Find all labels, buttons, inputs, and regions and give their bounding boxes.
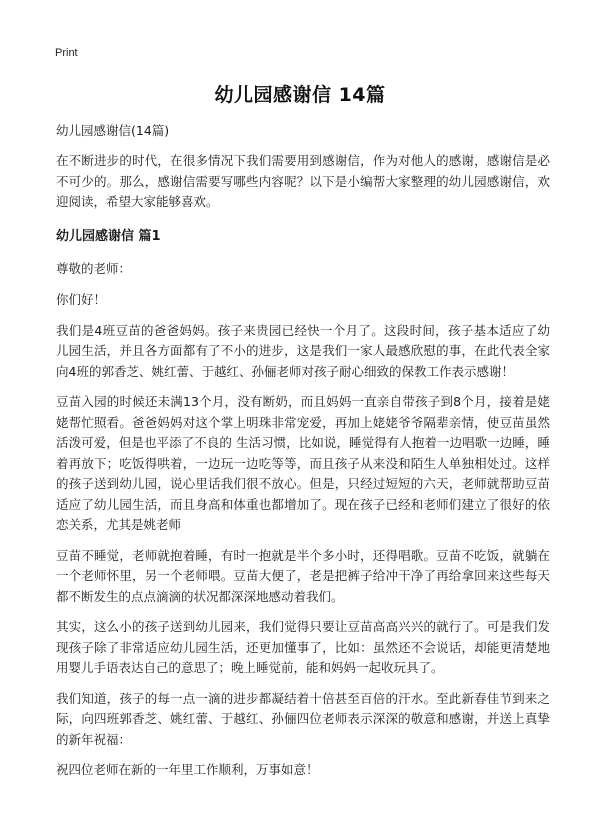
body-paragraph-5: 我们知道，孩子的每一点一滴的进步都凝结着十倍甚至百倍的汗水。至此新春佳节到来之际，向四班郭香芝、姚红蕾、于越红、孙俪四位老师表示深深的敬意和感谢，并送上真挚的新年祝福： [56, 690, 550, 747]
document-title: 幼儿园感谢信 14篇 [214, 84, 386, 106]
closing-wish: 祝四位老师在新的一年里工作顺利，万事如意！ [56, 762, 319, 777]
intro-paragraph: 在不断进步的时代，在很多情况下我们需要用到感谢信，作为对他人的感谢，感谢信是必不可少的。那么，感谢信需要写哪些内容呢？以下是小编帮大家整理的幼儿园感谢信，欢迎阅读，希望大家能够喜欢。 [56, 153, 550, 209]
section-heading: 幼儿园感谢信 篇1 [56, 228, 161, 244]
body-paragraph-1: 我们是4班豆苗的爸爸妈妈。孩子来贵园已经快一个月了。这段时间，孩子基本适应了幼儿园生活，并且各方面都有了不小的进步，这是我们一家人最感欣慰的事，在此代表全家向4班的郭香芝、姚红蕾、于越红、孙俪老师对孩子耐心细致的保教工作表示感谢！ [56, 322, 550, 379]
document-body [56, 121, 550, 791]
body-paragraph-2: 豆苗入园的时候还未满13个月，没有断奶，而且妈妈一直亲自带孩子到8个月，接着是姥姥帮忙照看。爸爸妈妈对这个掌上明珠非常宠爱，再加上姥姥爷爷隔辈亲情，使豆苗虽然活泼可爱，但是也平添了不良的 生活习惯，比如说，睡觉得有人抱着一边唱歌一边睡，睡着再放下；吃饭得哄着，一边玩一边吃等等，而且孩子从来没和陌生人单独相处过。这样的孩子送到幼儿园，说心里话我们很不放心。但是，只经过短短的六天，老师就帮助豆苗适应了幼儿园生活，而且身高和体重也都增加了。现在孩子已经和老师们建立了很好的依恋关系，尤其是姚老师 [56, 394, 550, 532]
salutation: 尊敬的老师： [56, 260, 132, 276]
body-paragraph-3: 豆苗不睡觉，老师就抱着睡，有时一抱就是半个多小时，还得唱歌。豆苗不吃饭，就躺在一个老师怀里，另一个老师喂。豆苗大便了，老是把裤子给冲干净了再给拿回来这些每天都不断发生的点点滴滴的状况都深深地感动着我们。 [56, 547, 550, 604]
body-paragraph-4: 其实，这么小的孩子送到幼儿园来，我们觉得只要让豆苗高高兴兴的就行了。可是我们发现孩子除了非常适应幼儿园生活，还更加懂事了，比如：虽然还不会说话，却能更清楚地用婴儿手语表达自己的意思了；晚上睡觉前，能和妈妈一起收玩具了。 [56, 619, 550, 675]
print-label: Print [55, 47, 78, 59]
greeting: 你们好！ [56, 291, 107, 307]
document-subtitle: 幼儿园感谢信(14篇) [56, 123, 170, 138]
